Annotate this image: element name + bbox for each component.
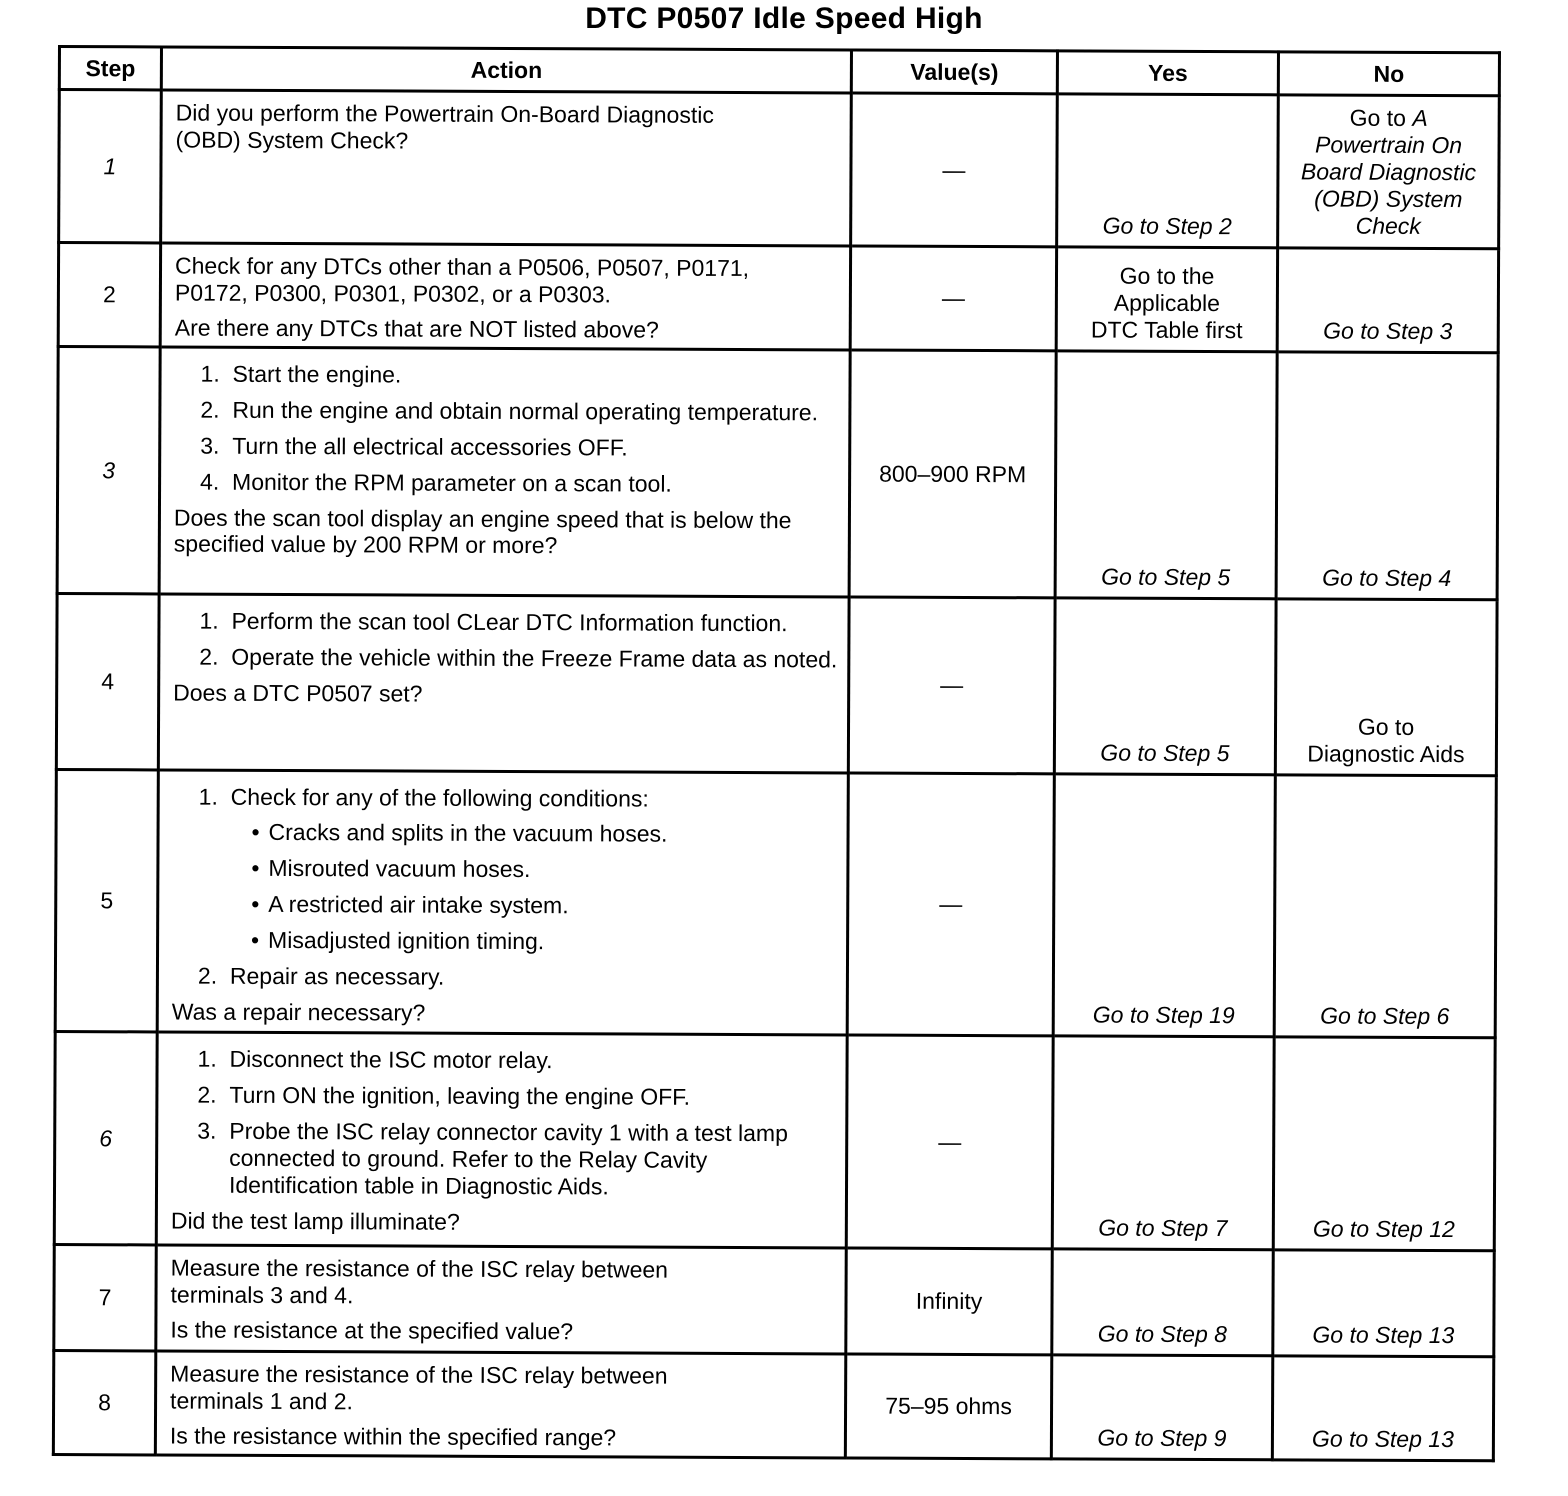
no-link[interactable] — [1275, 599, 1497, 776]
dtc-table — [52, 45, 1501, 1462]
action-question: Are there any DTCs that are NOT listed above? — [174, 314, 659, 343]
condition-list — [230, 819, 839, 957]
value-cell: — — [846, 1035, 1053, 1249]
action-question: Is the resistance at the specified value? — [170, 1316, 574, 1345]
header-values: Value(s) — [851, 50, 1057, 94]
condition-item: • Misrouted vacuum hoses. — [251, 854, 531, 883]
yes-link[interactable]: Go to Step 7 — [1052, 1036, 1274, 1250]
table-row — [58, 243, 1498, 353]
table-row — [53, 1350, 1493, 1460]
action-line: Did you perform the Powertrain On-Board Diagnostic — [175, 99, 714, 128]
value-cell: — — [848, 597, 1055, 774]
action-line: Measure the resistance of the ISC relay between — [170, 1360, 668, 1389]
yes-link[interactable]: Go to Step 2 — [1057, 94, 1279, 248]
no-link[interactable]: Go to Step 4 — [1276, 352, 1498, 600]
action-line: P0172, P0300, P0301, P0302, or a P0303. — [174, 279, 612, 308]
step-number: 5 — [55, 769, 158, 1031]
step-number: 3 — [57, 347, 160, 594]
header-yes: Yes — [1057, 51, 1278, 95]
procedure-step: 1. Start the engine. — [200, 360, 402, 388]
no-ref-line: (OBD) System — [1314, 184, 1463, 212]
action-line: (OBD) System Check? — [175, 126, 409, 154]
value-cell: 75–95 ohms — [845, 1354, 1051, 1459]
action-cell — [160, 243, 850, 350]
no-ref-line: Check — [1355, 212, 1421, 239]
table-row — [54, 1244, 1494, 1356]
condition-item: • Cracks and splits in the vacuum hoses. — [251, 818, 668, 847]
table-row — [54, 1031, 1495, 1250]
action-question: Is the resistance within the specified range? — [169, 1422, 617, 1451]
header-step: Step — [59, 47, 161, 90]
procedure-list — [171, 1046, 838, 1202]
value-cell: — — [847, 773, 1054, 1036]
yes-link[interactable]: Go to Step 8 — [1052, 1249, 1273, 1356]
yes-link[interactable]: Go to Step 5 — [1055, 351, 1277, 599]
table-row — [59, 90, 1500, 249]
no-ref-line: Powertrain On — [1315, 130, 1463, 158]
yes-line: Applicable — [1113, 289, 1221, 317]
action-question: Does a DTC P0507 set? — [173, 679, 423, 707]
procedure-list — [172, 784, 839, 993]
action-line: terminals 1 and 2. — [170, 1387, 353, 1415]
yes-link[interactable]: Go to Step 5 — [1054, 598, 1276, 775]
procedure-step: 2. Repair as necessary. — [197, 962, 445, 990]
action-cell — [156, 1245, 846, 1354]
action-cell — [156, 1032, 847, 1248]
value-cell: — — [851, 93, 1058, 247]
step-number: 2 — [58, 243, 160, 347]
procedure-step: 1. Disconnect the ISC motor relay. — [197, 1045, 553, 1074]
procedure-step: 1. Perform the scan tool CLear DTC Information function. — [199, 607, 788, 637]
yes-link[interactable]: Go to Step 19 — [1053, 774, 1275, 1037]
no-line: Go to — [1357, 713, 1415, 740]
no-line: Diagnostic Aids — [1307, 740, 1465, 768]
no-ref-line: Board Diagnostic — [1300, 157, 1477, 185]
action-cell — [155, 1351, 845, 1458]
procedure-step: 2. Run the engine and obtain normal operating temperature. — [200, 396, 819, 426]
value-cell: Infinity — [846, 1248, 1052, 1355]
header-no: No — [1278, 52, 1499, 96]
action-cell — [159, 347, 850, 597]
no-link[interactable]: Go to Step 3 — [1277, 248, 1498, 353]
header-action: Action — [161, 47, 851, 93]
table-row — [55, 769, 1496, 1037]
yes-line: Go to the — [1119, 262, 1215, 290]
action-line: Measure the resistance of the ISC relay between — [170, 1254, 669, 1283]
no-prefix: Go to — [1349, 104, 1407, 131]
yes-link[interactable]: Go to Step 9 — [1051, 1355, 1272, 1460]
value-cell: 800–900 RPM — [849, 350, 1056, 598]
yes-line: DTC Table first — [1090, 316, 1243, 344]
condition-item: • Misadjusted ignition timing. — [251, 926, 545, 955]
procedure-list — [173, 608, 839, 674]
procedure-step: 2. Operate the vehicle within the Freeze Frame data as noted. — [199, 643, 838, 673]
yes-link[interactable] — [1056, 247, 1277, 352]
step-number: 8 — [53, 1350, 155, 1454]
table-row — [57, 347, 1498, 600]
table-row — [56, 594, 1497, 776]
condition-item: • A restricted air intake system. — [251, 890, 569, 919]
no-link[interactable]: Go to Step 13 — [1272, 1356, 1493, 1461]
no-link[interactable]: Go to Step 13 — [1273, 1250, 1494, 1357]
action-question: Does the scan tool display an engine speed that is below the specified value by 200 RPM or more? — [173, 504, 792, 559]
step-number: 7 — [54, 1244, 156, 1350]
action-cell — [161, 90, 852, 246]
procedure-list — [174, 361, 841, 499]
action-question: Did the test lamp illuminate? — [170, 1207, 460, 1235]
page-title: DTC P0507 Idle Speed High — [585, 2, 983, 35]
procedure-step: 3. Probe the ISC relay connector cavity 1 with a test lamp connected to ground. Refer to the Relay Cavity Identification table in Diagnostic Aids. — [197, 1117, 788, 1200]
no-link[interactable] — [1278, 95, 1500, 249]
action-line: Check for any DTCs other than a P0506, P0507, P0171, — [174, 252, 750, 282]
value-cell: — — [850, 246, 1056, 351]
procedure-step: 1. Check for any of the following conditions: • Cracks and splits in the vacuum hoses. • Misrouted vacuum hoses. • A restricted air intake system. • Misadjusted ignition timing. — [216, 784, 839, 957]
procedure-step: 3. Turn the all electrical accessories OFF. — [200, 432, 628, 461]
action-line: terminals 3 and 4. — [170, 1281, 354, 1309]
no-link[interactable]: Go to Step 6 — [1274, 775, 1496, 1038]
action-cell — [158, 594, 849, 773]
step-number: 1 — [59, 90, 162, 243]
procedure-step: 2. Turn ON the ignition, leaving the engine OFF. — [197, 1081, 691, 1110]
procedure-step: 4. Monitor the RPM parameter on a scan tool. — [200, 468, 672, 497]
step-number: 4 — [56, 594, 159, 770]
action-cell — [157, 770, 848, 1035]
action-question: Was a repair necessary? — [171, 998, 426, 1026]
step-number: 6 — [54, 1031, 157, 1244]
no-ref-line: A — [1412, 104, 1428, 131]
header-row — [59, 47, 1499, 96]
no-link[interactable]: Go to Step 12 — [1273, 1037, 1495, 1251]
